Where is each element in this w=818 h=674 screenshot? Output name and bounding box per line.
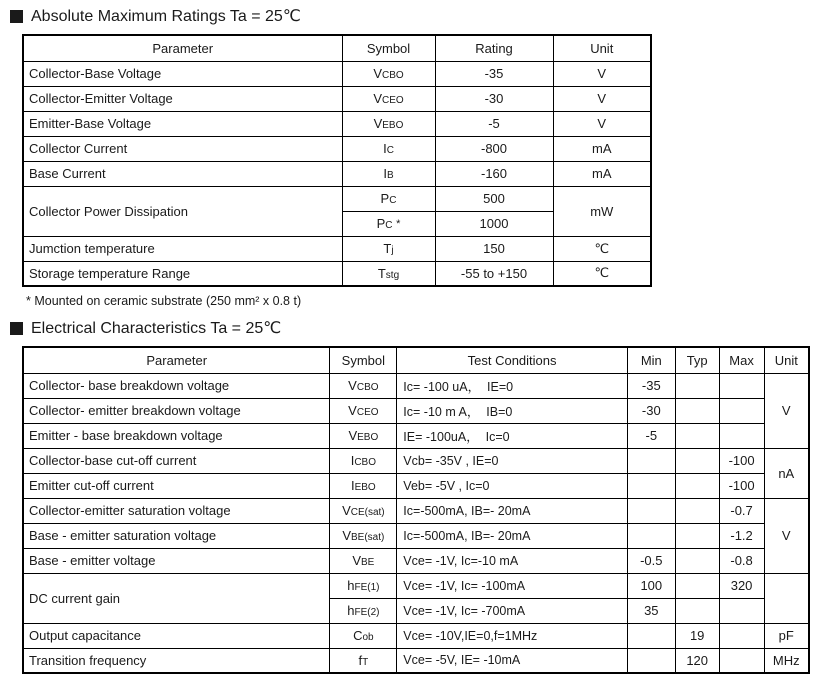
rating-cell: 500 [435, 186, 553, 211]
footnote-marker: * [396, 218, 401, 230]
symbol-cell: VCBO [330, 373, 397, 398]
param-cell: Collector-emitter saturation voltage [23, 498, 330, 523]
table-row [23, 86, 651, 111]
param-cell: Collector-Base Voltage [23, 61, 342, 86]
table-row [23, 236, 651, 261]
table-row [23, 573, 809, 598]
typ-cell [675, 573, 719, 598]
typ-cell: 120 [675, 648, 719, 673]
test-conditions-cell: Ic= -100 uA， IE=0 [397, 373, 628, 398]
max-cell [719, 398, 764, 423]
typ-cell [675, 523, 719, 548]
typ-cell [675, 423, 719, 448]
electrical-characteristics-table [22, 346, 810, 674]
column-header-symbol: Symbol [342, 35, 435, 61]
unit-cell: ℃ [553, 261, 651, 286]
param-cell: Base Current [23, 161, 342, 186]
min-cell: -35 [627, 373, 675, 398]
unit-cell: MHz [764, 648, 809, 673]
rating-cell: -55 to +150 [435, 261, 553, 286]
test-conditions-cell: Vce= -1V, Ic=-10 mA [397, 548, 628, 573]
column-header-unit: Unit [553, 35, 651, 61]
section-title-text: Electrical Characteristics Ta = 25℃ [31, 320, 282, 337]
unit-cell: V [553, 61, 651, 86]
min-cell: 35 [627, 598, 675, 623]
table-row [23, 61, 651, 86]
table-row [23, 523, 809, 548]
test-conditions-cell: Vcb= -35V , IE=0 [397, 448, 628, 473]
max-cell: -0.8 [719, 548, 764, 573]
symbol-cell: Tj [342, 236, 435, 261]
symbol-cell: hFE(1) [330, 573, 397, 598]
unit-cell: mA [553, 136, 651, 161]
table-row [23, 623, 809, 648]
max-cell [719, 373, 764, 398]
symbol-cell: PC * [342, 211, 435, 236]
table-row [23, 448, 809, 473]
table-row [23, 161, 651, 186]
symbol-cell: Tstg [342, 261, 435, 286]
symbol-cell: VBE(sat) [330, 523, 397, 548]
table-row [23, 373, 809, 398]
footnote: * Mounted on ceramic substrate (250 mm² x 0.8 t) [26, 294, 302, 308]
max-cell: -100 [719, 448, 764, 473]
symbol-cell: ICBO [330, 448, 397, 473]
table-row [23, 111, 651, 136]
min-cell [627, 498, 675, 523]
typ-cell [675, 448, 719, 473]
typ-cell [675, 498, 719, 523]
symbol-cell: hFE(2) [330, 598, 397, 623]
param-cell: Jumction temperature [23, 236, 342, 261]
column-header-test-conditions: Test Conditions [397, 347, 628, 373]
header-row [23, 35, 651, 61]
table-row [23, 473, 809, 498]
param-cell: Transition frequency [23, 648, 330, 673]
param-cell: Emitter-Base Voltage [23, 111, 342, 136]
min-cell: -5 [627, 423, 675, 448]
max-cell: -0.7 [719, 498, 764, 523]
param-cell: Collector- base breakdown voltage [23, 373, 330, 398]
rating-cell: -35 [435, 61, 553, 86]
typ-cell [675, 473, 719, 498]
min-cell [627, 448, 675, 473]
rating-cell: -800 [435, 136, 553, 161]
typ-cell: 19 [675, 623, 719, 648]
symbol-cell: VBE [330, 548, 397, 573]
symbol-cell: IB [342, 161, 435, 186]
symbol-cell: IEBO [330, 473, 397, 498]
test-conditions-cell: Ic=-500mA, IB=- 20mA [397, 523, 628, 548]
typ-cell [675, 598, 719, 623]
param-cell: Collector-Emitter Voltage [23, 86, 342, 111]
unit-cell: V [764, 373, 809, 448]
unit-cell: V [553, 86, 651, 111]
section-title-absolute-maximum-ratings [10, 7, 810, 26]
min-cell: 100 [627, 573, 675, 598]
test-conditions-cell: Vce= -5V, IE= -10mA [397, 648, 628, 673]
max-cell [719, 598, 764, 623]
test-conditions-cell: Ic= -10 m A， IB=0 [397, 398, 628, 423]
param-cell: Collector- emitter breakdown voltage [23, 398, 330, 423]
column-header-parameter: Parameter [23, 35, 342, 61]
max-cell: -1.2 [719, 523, 764, 548]
rating-cell: 1000 [435, 211, 553, 236]
param-cell: Emitter cut-off current [23, 473, 330, 498]
table-row [23, 398, 809, 423]
max-cell [719, 423, 764, 448]
symbol-cell: IC [342, 136, 435, 161]
test-conditions-cell: Vce= -1V, Ic= -700mA [397, 598, 628, 623]
param-cell: Collector Current [23, 136, 342, 161]
symbol-cell: Cob [330, 623, 397, 648]
param-cell: Storage temperature Range [23, 261, 342, 286]
symbol-cell: fT [330, 648, 397, 673]
column-header-max: Max [719, 347, 764, 373]
table-row [23, 498, 809, 523]
test-conditions-cell: Veb= -5V , Ic=0 [397, 473, 628, 498]
unit-cell: mA [553, 161, 651, 186]
symbol-cell: VCEO [342, 86, 435, 111]
table-row [23, 261, 651, 286]
unit-cell: ℃ [553, 236, 651, 261]
column-header-parameter: Parameter [23, 347, 330, 373]
unit-cell: mW [553, 186, 651, 236]
param-cell: Base - emitter voltage [23, 548, 330, 573]
param-cell: Output capacitance [23, 623, 330, 648]
param-cell: Collector Power Dissipation [23, 186, 342, 236]
param-cell: Base - emitter saturation voltage [23, 523, 330, 548]
symbol-cell: VCEO [330, 398, 397, 423]
unit-cell: nA [764, 448, 809, 498]
min-cell: -30 [627, 398, 675, 423]
min-cell: -0.5 [627, 548, 675, 573]
min-cell [627, 523, 675, 548]
max-cell: -100 [719, 473, 764, 498]
test-conditions-cell: Vce= -1V, Ic= -100mA [397, 573, 628, 598]
unit-cell: V [764, 498, 809, 573]
column-header-rating: Rating [435, 35, 553, 61]
max-cell [719, 648, 764, 673]
typ-cell [675, 548, 719, 573]
section-title-text: Absolute Maximum Ratings Ta = 25℃ [31, 8, 301, 25]
absolute-maximum-ratings-table [22, 34, 652, 287]
min-cell [627, 648, 675, 673]
table-row [23, 423, 809, 448]
symbol-cell: VEBO [342, 111, 435, 136]
symbol-cell: PC [342, 186, 435, 211]
column-header-min: Min [627, 347, 675, 373]
square-bullet-icon [10, 10, 23, 23]
typ-cell [675, 373, 719, 398]
column-header-symbol: Symbol [330, 347, 397, 373]
rating-cell: -160 [435, 161, 553, 186]
param-cell: DC current gain [23, 573, 330, 623]
param-cell: Collector-base cut-off current [23, 448, 330, 473]
unit-cell: pF [764, 623, 809, 648]
section-title-electrical-characteristics [10, 319, 810, 338]
test-conditions-cell: Ic=-500mA, IB=- 20mA [397, 498, 628, 523]
table-row [23, 186, 651, 211]
unit-cell: V [553, 111, 651, 136]
min-cell [627, 473, 675, 498]
rating-cell: -30 [435, 86, 553, 111]
symbol-cell: VEBO [330, 423, 397, 448]
column-header-typ: Typ [675, 347, 719, 373]
max-cell: 320 [719, 573, 764, 598]
typ-cell [675, 398, 719, 423]
table-row [23, 548, 809, 573]
test-conditions-cell: Vce= -10V,IE=0,f=1MHz [397, 623, 628, 648]
column-header-unit: Unit [764, 347, 809, 373]
symbol-cell: VCBO [342, 61, 435, 86]
min-cell [627, 623, 675, 648]
table-row [23, 136, 651, 161]
param-cell: Emitter - base breakdown voltage [23, 423, 330, 448]
table-row [23, 648, 809, 673]
symbol-cell: VCE(sat) [330, 498, 397, 523]
max-cell [719, 623, 764, 648]
unit-cell [764, 573, 809, 623]
rating-cell: 150 [435, 236, 553, 261]
rating-cell: -5 [435, 111, 553, 136]
square-bullet-icon [10, 322, 23, 335]
test-conditions-cell: IE= -100uA， Ic=0 [397, 423, 628, 448]
header-row [23, 347, 809, 373]
